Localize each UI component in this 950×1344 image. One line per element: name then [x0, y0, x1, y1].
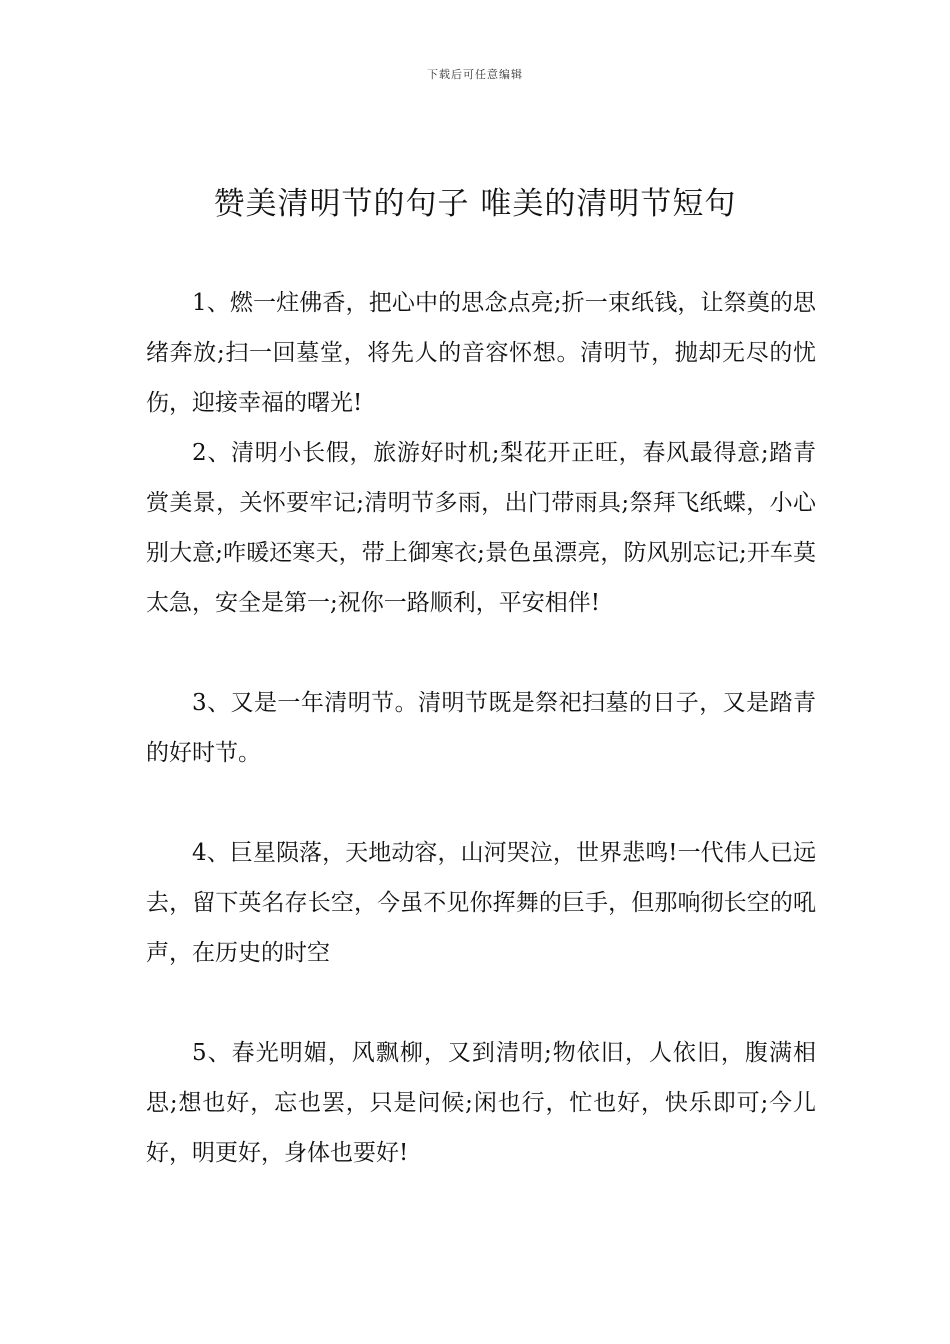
paragraph-gap: [146, 978, 816, 1028]
paragraph-4: 4、巨星陨落，天地动容，山河哭泣，世界悲鸣!一代伟人已远去，留下英名存长空，今虽不见你挥舞的巨手，但那响彻长空的吼声，在历史的时空: [146, 840, 816, 966]
document-title: 赞美清明节的句子 唯美的清明节短句: [213, 186, 737, 222]
paragraph-gap: [146, 778, 816, 828]
paragraph-2: 2、清明小长假，旅游好时机;梨花开正旺，春风最得意;踏青赏美景，关怀要牢记;清明节多雨，出门带雨具;祭拜飞纸蝶，小心别大意;咋暖还寒天，带上御寒衣;景色虽漂亮，防风别忘记;开车莫太急，安全是第一;祝你一路顺利，平安相伴!: [146, 440, 816, 616]
paragraph-3: 3、又是一年清明节。清明节既是祭祀扫墓的日子，又是踏青的好时节。: [146, 690, 816, 766]
paragraph-1: 1、燃一炷佛香，把心中的思念点亮;折一束纸钱，让祭奠的思绪奔放;扫一回墓堂，将先人的音容怀想。清明节，抛却无尽的忧伤，迎接幸福的曙光!: [146, 290, 816, 416]
paragraph-5: 5、春光明媚，风飘柳，又到清明;物依旧，人依旧，腹满相思;想也好，忘也罢，只是问候;闲也行，忙也好，快乐即可;今儿好，明更好，身体也要好!: [146, 1040, 816, 1166]
document-body: [146, 278, 816, 1178]
paragraph-gap: [146, 628, 816, 678]
header-note: 下载后可任意编辑: [427, 68, 523, 81]
